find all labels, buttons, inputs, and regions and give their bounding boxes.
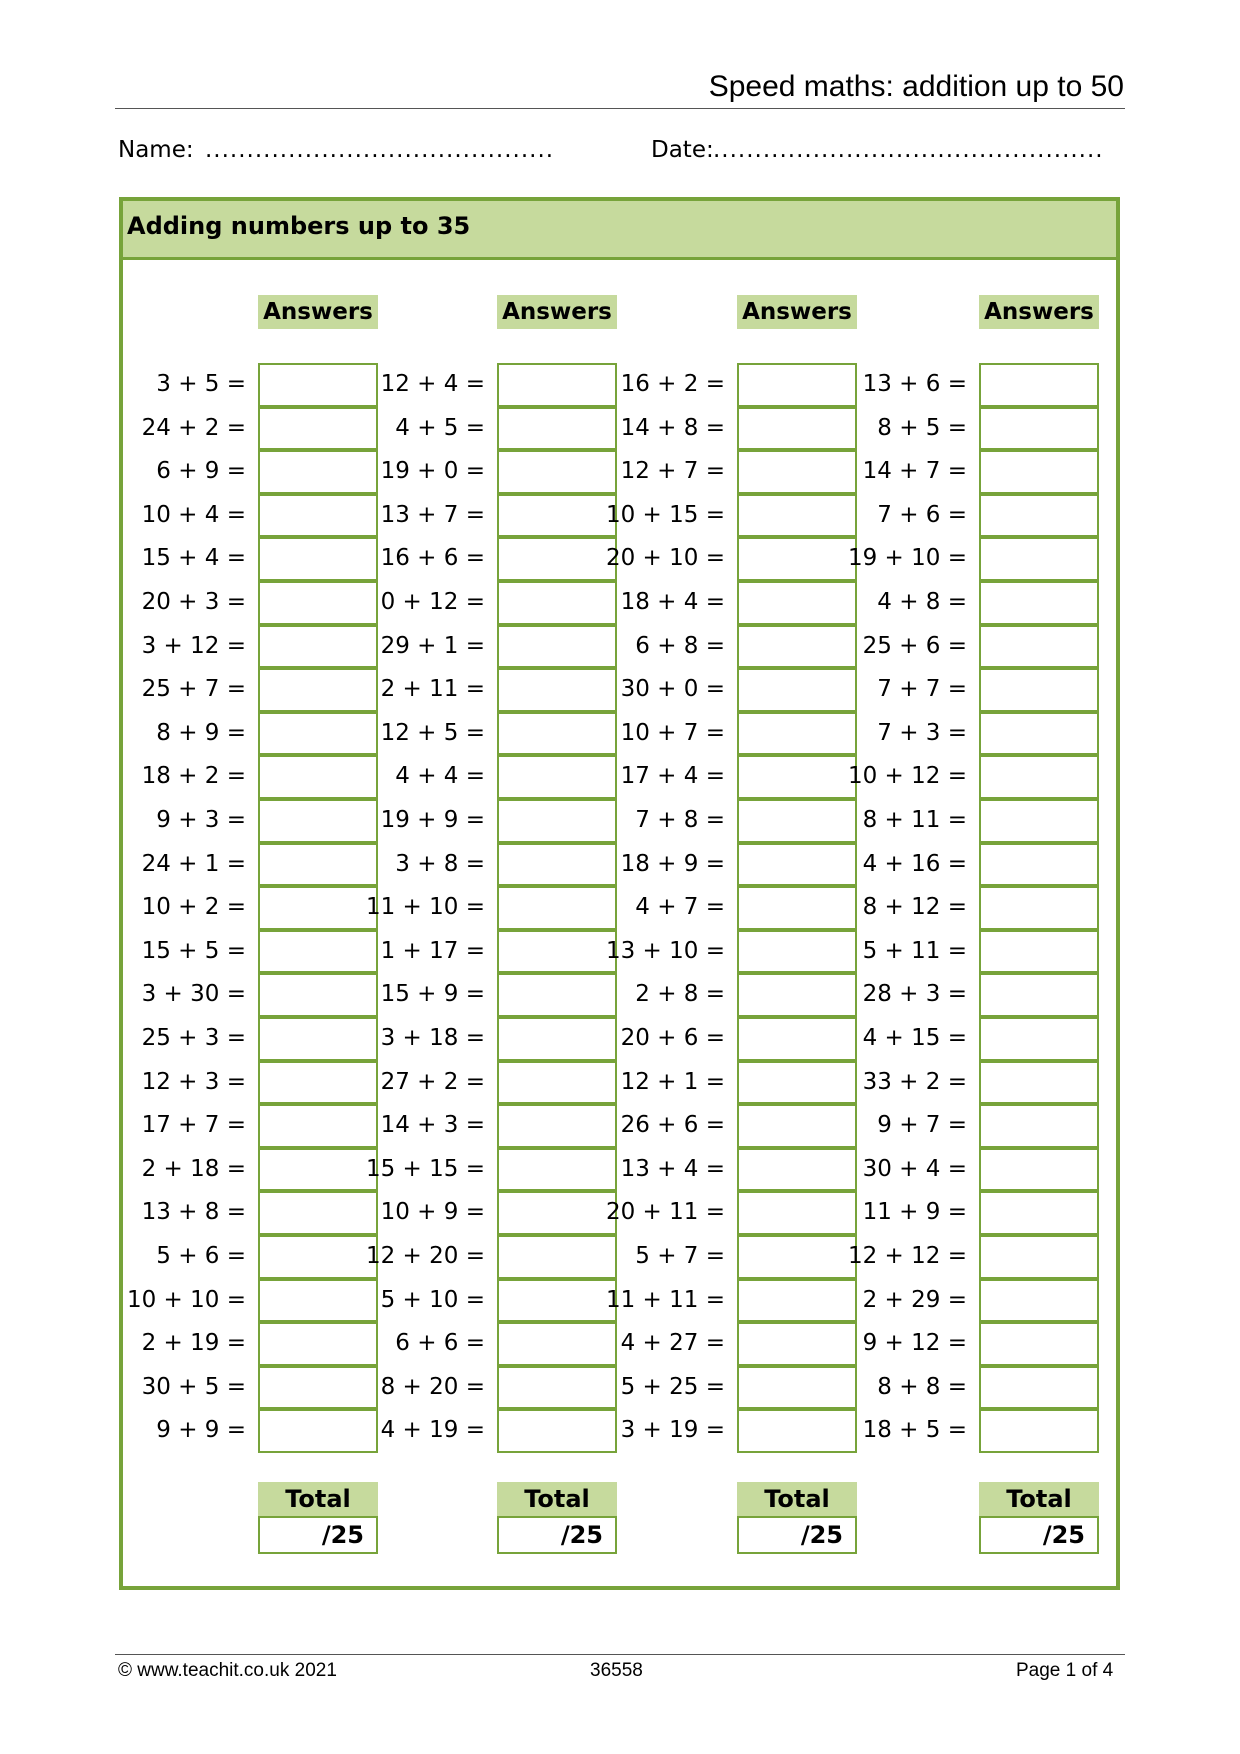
answers-header: Answers: [737, 295, 857, 329]
score-box[interactable]: /25: [497, 1516, 617, 1554]
question-label: 30 + 5 =: [141, 1373, 246, 1400]
question-label: 19 + 9 =: [380, 807, 485, 833]
header-rule: [115, 108, 1125, 109]
score-box[interactable]: /25: [258, 1516, 378, 1554]
question-label: 0 + 12 =: [380, 589, 485, 615]
question-label: 5 + 10 =: [380, 1286, 485, 1313]
question-label: 28 + 3 =: [862, 981, 967, 1008]
question-label: 4 + 5 =: [395, 414, 485, 441]
question-label: 11 + 9 =: [862, 1199, 967, 1226]
question-label: 19 + 10 =: [847, 545, 967, 572]
answer-box[interactable]: [497, 1061, 617, 1105]
question-label: 4 + 8 =: [877, 589, 967, 615]
answer-box[interactable]: [737, 1409, 857, 1453]
question-label: 2 + 18 =: [141, 1155, 246, 1182]
question-label: 10 + 15 =: [605, 501, 725, 528]
total-header: Total: [737, 1482, 857, 1516]
question-label: 4 + 15 =: [862, 1025, 967, 1051]
answer-box[interactable]: [737, 494, 857, 538]
answer-box[interactable]: [737, 1322, 857, 1366]
answer-box[interactable]: [737, 1104, 857, 1148]
question-label: 11 + 11 =: [605, 1286, 725, 1313]
question-label: 10 + 2 =: [141, 894, 246, 921]
question-label: 4 + 19 =: [380, 1417, 485, 1444]
question-label: 33 + 2 =: [862, 1068, 967, 1095]
question-label: 18 + 4 =: [620, 589, 725, 615]
total-header: Total: [258, 1482, 378, 1516]
answer-box[interactable]: [979, 668, 1099, 712]
question-label: 30 + 4 =: [862, 1155, 967, 1182]
question-label: 10 + 4 =: [141, 501, 246, 528]
answer-box[interactable]: [979, 625, 1099, 669]
name-label: Name:: [118, 137, 194, 163]
answer-box[interactable]: [497, 537, 617, 581]
answer-box[interactable]: [497, 1366, 617, 1410]
question-label: 9 + 7 =: [877, 1112, 967, 1139]
question-label: 6 + 8 =: [635, 632, 725, 659]
answer-box[interactable]: [497, 1148, 617, 1192]
total-header: Total: [979, 1482, 1099, 1516]
question-label: 8 + 20 =: [380, 1373, 485, 1400]
answer-box[interactable]: [497, 1279, 617, 1323]
question-label: 15 + 15 =: [365, 1155, 485, 1182]
question-label: 18 + 9 =: [620, 850, 725, 877]
answer-box[interactable]: [737, 1279, 857, 1323]
answer-box[interactable]: [737, 1235, 857, 1279]
question-label: 8 + 12 =: [862, 894, 967, 921]
answers-header: Answers: [258, 295, 378, 329]
question-label: 18 + 5 =: [862, 1417, 967, 1444]
footer-copyright: © www.teachit.co.uk 2021: [118, 1660, 337, 1681]
answer-box[interactable]: [497, 799, 617, 843]
question-label: 14 + 8 =: [620, 414, 725, 441]
answer-box[interactable]: [979, 537, 1099, 581]
question-label: 13 + 4 =: [620, 1155, 725, 1182]
date-label: Date:: [651, 137, 714, 163]
question-label: 3 + 8 =: [395, 850, 485, 877]
question-label: 8 + 5 =: [877, 414, 967, 441]
answer-box[interactable]: [497, 450, 617, 494]
total-header: Total: [497, 1482, 617, 1516]
question-label: 5 + 6 =: [156, 1243, 246, 1269]
answer-box[interactable]: [979, 886, 1099, 930]
question-label: 20 + 11 =: [605, 1199, 725, 1226]
question-label: 16 + 2 =: [620, 371, 725, 397]
question-label: 5 + 11 =: [862, 937, 967, 964]
score-box[interactable]: /25: [737, 1516, 857, 1554]
answers-header: Answers: [497, 295, 617, 329]
question-label: 20 + 6 =: [620, 1025, 725, 1051]
answer-box[interactable]: [497, 494, 617, 538]
question-label: 17 + 4 =: [620, 763, 725, 790]
question-label: 3 + 12 =: [141, 632, 246, 659]
answer-box[interactable]: [497, 886, 617, 930]
question-label: 29 + 1 =: [380, 632, 485, 659]
answer-box[interactable]: [497, 973, 617, 1017]
question-label: 8 + 11 =: [862, 807, 967, 833]
question-label: 6 + 6 =: [395, 1330, 485, 1357]
answer-box[interactable]: [979, 1191, 1099, 1235]
name-field[interactable]: ..........................................: [205, 137, 555, 163]
answer-box[interactable]: [497, 712, 617, 756]
question-label: 9 + 3 =: [156, 807, 246, 833]
answer-box[interactable]: [979, 843, 1099, 887]
answer-box[interactable]: [737, 581, 857, 625]
answer-box[interactable]: [737, 712, 857, 756]
question-label: 2 + 8 =: [635, 981, 725, 1008]
question-label: 2 + 29 =: [862, 1286, 967, 1313]
question-label: 14 + 3 =: [380, 1112, 485, 1139]
answer-box[interactable]: [979, 1148, 1099, 1192]
answer-box[interactable]: [497, 755, 617, 799]
question-label: 20 + 3 =: [141, 589, 246, 615]
question-label: 7 + 7 =: [877, 676, 967, 703]
answer-box[interactable]: [737, 886, 857, 930]
question-label: 19 + 0 =: [380, 458, 485, 485]
question-label: 20 + 10 =: [605, 545, 725, 572]
answer-box[interactable]: [497, 363, 617, 407]
question-label: 10 + 7 =: [620, 719, 725, 746]
answer-box[interactable]: [979, 1409, 1099, 1453]
question-label: 24 + 1 =: [141, 850, 246, 877]
question-label: 25 + 6 =: [862, 632, 967, 659]
question-label: 16 + 6 =: [380, 545, 485, 572]
question-label: 6 + 9 =: [156, 458, 246, 485]
answer-box[interactable]: [737, 799, 857, 843]
answer-box[interactable]: [737, 668, 857, 712]
question-label: 3 + 19 =: [620, 1417, 725, 1444]
question-label: 12 + 5 =: [380, 719, 485, 746]
answer-box[interactable]: [497, 843, 617, 887]
answer-box[interactable]: [497, 625, 617, 669]
page-title: Speed maths: addition up to 50: [708, 70, 1124, 103]
question-label: 3 + 18 =: [380, 1025, 485, 1051]
answer-box[interactable]: [737, 1366, 857, 1410]
footer-page: Page 1 of 4: [1016, 1660, 1114, 1681]
answer-box[interactable]: [979, 755, 1099, 799]
answer-box[interactable]: [497, 930, 617, 974]
question-label: 12 + 1 =: [620, 1068, 725, 1095]
question-label: 17 + 7 =: [141, 1112, 246, 1139]
answer-box[interactable]: [979, 1322, 1099, 1366]
answer-box[interactable]: [737, 537, 857, 581]
question-label: 8 + 9 =: [156, 719, 246, 746]
question-label: 12 + 4 =: [380, 371, 485, 397]
question-label: 10 + 10 =: [126, 1286, 246, 1313]
answer-box[interactable]: [737, 1017, 857, 1061]
answer-box[interactable]: [737, 1191, 857, 1235]
answer-box[interactable]: [497, 407, 617, 451]
question-label: 4 + 4 =: [395, 763, 485, 790]
answer-box[interactable]: [979, 363, 1099, 407]
question-label: 4 + 7 =: [635, 894, 725, 921]
answer-box[interactable]: [737, 930, 857, 974]
question-label: 15 + 9 =: [380, 981, 485, 1008]
question-label: 15 + 4 =: [141, 545, 246, 572]
answer-box[interactable]: [979, 973, 1099, 1017]
answer-box[interactable]: [737, 625, 857, 669]
answer-box[interactable]: [979, 1235, 1099, 1279]
answer-box[interactable]: [979, 407, 1099, 451]
question-label: 10 + 9 =: [380, 1199, 485, 1226]
answer-box[interactable]: [737, 363, 857, 407]
section-title: Adding numbers up to 35: [127, 212, 471, 240]
answer-box[interactable]: [979, 712, 1099, 756]
answer-box[interactable]: [979, 930, 1099, 974]
question-label: 2 + 19 =: [141, 1330, 246, 1357]
answer-box[interactable]: [737, 407, 857, 451]
footer-rule: [115, 1654, 1125, 1655]
question-label: 15 + 5 =: [141, 937, 246, 964]
answer-box[interactable]: [737, 973, 857, 1017]
answer-box[interactable]: [979, 1061, 1099, 1105]
answer-box[interactable]: [737, 1061, 857, 1105]
answer-box[interactable]: [497, 1104, 617, 1148]
question-label: 13 + 7 =: [380, 501, 485, 528]
question-label: 7 + 3 =: [877, 719, 967, 746]
question-label: 12 + 12 =: [847, 1243, 967, 1269]
question-label: 18 + 2 =: [141, 763, 246, 790]
answer-box[interactable]: [979, 799, 1099, 843]
answer-box[interactable]: [497, 1409, 617, 1453]
question-label: 5 + 25 =: [620, 1373, 725, 1400]
question-label: 1 + 17 =: [380, 937, 485, 964]
question-label: 8 + 8 =: [877, 1373, 967, 1400]
answer-box[interactable]: [737, 843, 857, 887]
question-label: 25 + 3 =: [141, 1025, 246, 1051]
answer-box[interactable]: [979, 1366, 1099, 1410]
question-label: 11 + 10 =: [365, 894, 485, 921]
question-label: 14 + 7 =: [862, 458, 967, 485]
answer-box[interactable]: [737, 1148, 857, 1192]
question-label: 12 + 7 =: [620, 458, 725, 485]
question-label: 7 + 8 =: [635, 807, 725, 833]
answer-box[interactable]: [979, 1017, 1099, 1061]
score-box[interactable]: /25: [979, 1516, 1099, 1554]
answer-box[interactable]: [979, 1104, 1099, 1148]
question-label: 9 + 9 =: [156, 1417, 246, 1444]
question-label: 2 + 11 =: [380, 676, 485, 703]
answers-header: Answers: [979, 295, 1099, 329]
answer-box[interactable]: [737, 450, 857, 494]
answer-box[interactable]: [497, 1017, 617, 1061]
question-label: 13 + 8 =: [141, 1199, 246, 1226]
answer-box[interactable]: [737, 755, 857, 799]
question-label: 5 + 7 =: [635, 1243, 725, 1269]
question-label: 24 + 2 =: [141, 414, 246, 441]
answer-box[interactable]: [979, 1279, 1099, 1323]
question-label: 3 + 30 =: [141, 981, 246, 1008]
question-label: 7 + 6 =: [877, 501, 967, 528]
question-label: 12 + 20 =: [365, 1243, 485, 1269]
question-label: 26 + 6 =: [620, 1112, 725, 1139]
answer-box[interactable]: [979, 450, 1099, 494]
answer-box[interactable]: [979, 494, 1099, 538]
question-label: 4 + 27 =: [620, 1330, 725, 1357]
date-field[interactable]: ...............................................: [713, 137, 1104, 163]
question-label: 3 + 5 =: [156, 371, 246, 397]
answer-box[interactable]: [497, 581, 617, 625]
question-label: 13 + 6 =: [862, 371, 967, 397]
footer-code: 36558: [590, 1660, 643, 1681]
question-label: 12 + 3 =: [141, 1068, 246, 1095]
answer-box[interactable]: [979, 581, 1099, 625]
question-label: 4 + 16 =: [862, 850, 967, 877]
answer-box[interactable]: [497, 1322, 617, 1366]
answer-box[interactable]: [497, 668, 617, 712]
question-label: 9 + 12 =: [862, 1330, 967, 1357]
question-label: 10 + 12 =: [847, 763, 967, 790]
question-label: 13 + 10 =: [605, 937, 725, 964]
question-label: 25 + 7 =: [141, 676, 246, 703]
question-label: 30 + 0 =: [620, 676, 725, 703]
question-label: 27 + 2 =: [380, 1068, 485, 1095]
answer-box[interactable]: [497, 1235, 617, 1279]
answer-box[interactable]: [497, 1191, 617, 1235]
